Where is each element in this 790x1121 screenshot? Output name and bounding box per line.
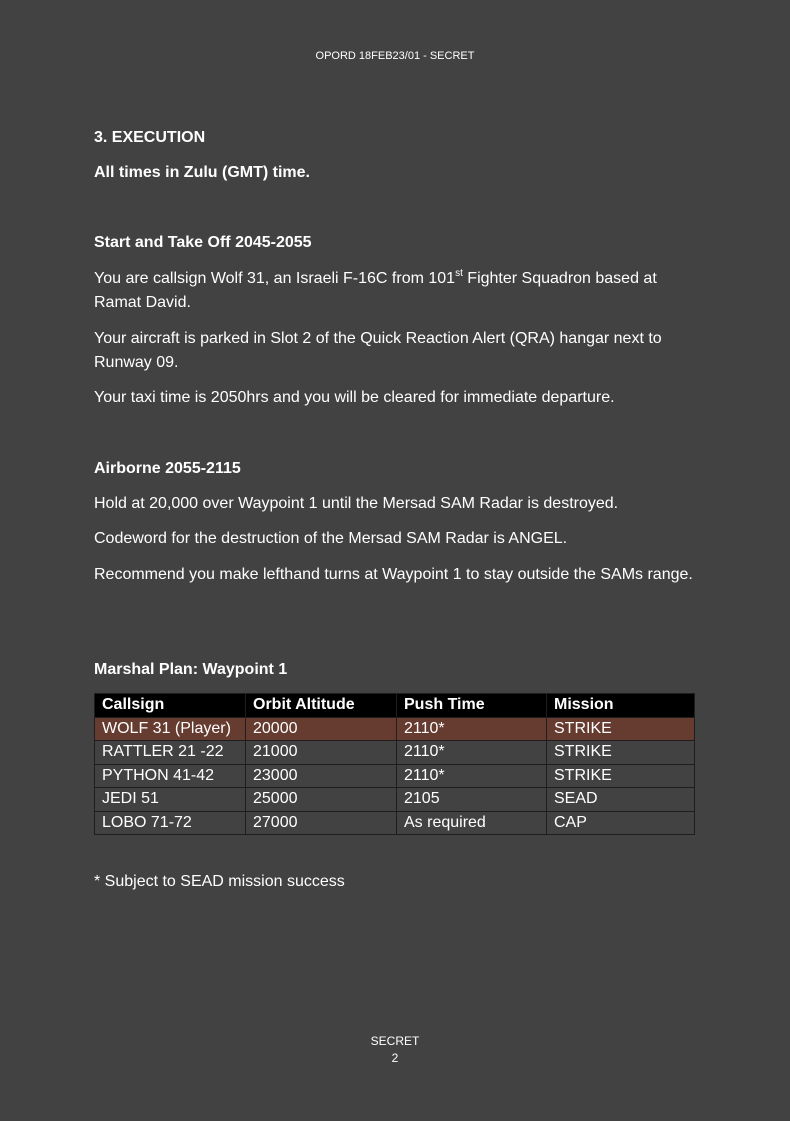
column-header-push-time: Push Time	[397, 694, 547, 718]
start-p1-before: You are callsign Wolf 31, an Israeli F-16C from 101	[94, 270, 456, 287]
cell-push-time: 2105	[397, 788, 547, 812]
airborne-paragraph-1: Hold at 20,000 over Waypoint 1 until the Mersad SAM Radar is destroyed.	[94, 495, 619, 512]
column-header-orbit-altitude: Orbit Altitude	[246, 694, 397, 718]
start-heading: Start and Take Off 2045-2055	[94, 234, 312, 251]
airborne-paragraph-3: Recommend you make lefthand turns at Waypoint 1 to stay outside the SAMs range.	[94, 566, 693, 583]
start-p1-sup: st	[455, 267, 463, 279]
cell-orbit-altitude: 23000	[246, 764, 397, 788]
column-header-mission: Mission	[547, 694, 695, 718]
cell-callsign: PYTHON 41-42	[95, 764, 246, 788]
cell-mission: STRIKE	[547, 741, 695, 765]
cell-mission: STRIKE	[547, 764, 695, 788]
cell-push-time: As required	[397, 811, 547, 835]
cell-callsign: JEDI 51	[95, 788, 246, 812]
cell-mission: STRIKE	[547, 717, 695, 741]
footer-classification: SECRET	[370, 1034, 420, 1048]
start-p1-after: Fighter Squadron based at Ramat David.	[94, 270, 657, 311]
marshal-plan-table	[94, 693, 695, 835]
start-paragraph-3: Your taxi time is 2050hrs and you will be cleared for immediate departure.	[94, 389, 615, 406]
footnote: * Subject to SEAD mission success	[94, 873, 345, 890]
cell-push-time: 2110*	[397, 764, 547, 788]
cell-callsign: RATTLER 21 -22	[95, 741, 246, 765]
table-row	[95, 788, 695, 812]
table-row	[95, 764, 695, 788]
page-number: 2	[391, 1051, 399, 1065]
start-paragraph-1	[94, 267, 704, 315]
section-heading: 3. EXECUTION	[94, 129, 206, 146]
column-header-callsign: Callsign	[95, 694, 246, 718]
table-row	[95, 741, 695, 765]
table-header-row	[95, 694, 695, 718]
cell-orbit-altitude: 27000	[246, 811, 397, 835]
page-header: OPORD 18FEB23/01 - SECRET	[315, 50, 475, 62]
cell-orbit-altitude: 25000	[246, 788, 397, 812]
cell-orbit-altitude: 20000	[246, 717, 397, 741]
cell-callsign: LOBO 71-72	[95, 811, 246, 835]
cell-orbit-altitude: 21000	[246, 741, 397, 765]
cell-callsign: WOLF 31 (Player)	[95, 717, 246, 741]
marshal-heading: Marshal Plan: Waypoint 1	[94, 661, 288, 678]
cell-mission: SEAD	[547, 788, 695, 812]
cell-push-time: 2110*	[397, 741, 547, 765]
table-row	[95, 717, 695, 741]
start-paragraph-2: Your aircraft is parked in Slot 2 of the Quick Reaction Alert (QRA) hangar next to Runway 09.	[94, 330, 662, 371]
airborne-heading: Airborne 2055-2115	[94, 460, 241, 477]
cell-mission: CAP	[547, 811, 695, 835]
table-row	[95, 811, 695, 835]
cell-push-time: 2110*	[397, 717, 547, 741]
page-footer	[0, 1033, 790, 1067]
section-subheading: All times in Zulu (GMT) time.	[94, 164, 310, 181]
airborne-paragraph-2: Codeword for the destruction of the Mersad SAM Radar is ANGEL.	[94, 530, 568, 547]
